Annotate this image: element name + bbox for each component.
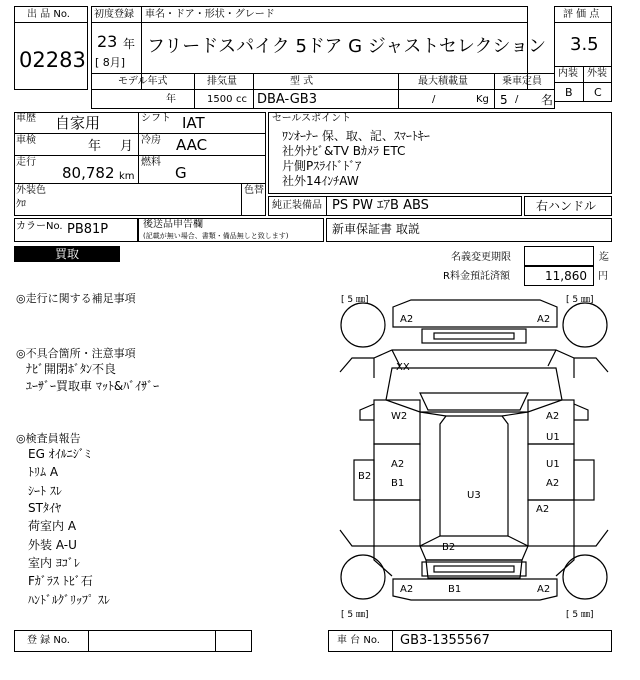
front-bumper [393, 300, 557, 327]
driving-notes-title: ◎走行に関する補足事項 [16, 292, 136, 305]
capacity-value: 5 [500, 93, 508, 107]
front-right-tire-icon [563, 303, 607, 347]
damage-mark: W2 [391, 411, 408, 422]
color-change-label: 色替 [244, 185, 264, 196]
history-value: 自家用 [55, 114, 101, 132]
inspector-line: 荷室内 A [28, 519, 77, 533]
title-label: 車名・ドア・形状・グレード [145, 9, 275, 20]
exterior-color-label: 外装色 [16, 185, 46, 196]
type-label: 型 式 [290, 76, 314, 87]
right-mirror [574, 404, 588, 420]
car-damage-diagram [336, 288, 612, 622]
inspector-line: Fｶﾞﾗｽ ﾄﾋﾞ石 [28, 574, 93, 588]
front-left-tire-icon [341, 303, 385, 347]
history-label: 車歴 [16, 113, 36, 124]
first-reg-year-unit: 年 [123, 37, 136, 51]
displacement-value: 1500 [207, 94, 233, 105]
exterior-grade: C [594, 86, 602, 99]
left-front-door [374, 444, 420, 500]
hood [386, 368, 562, 412]
damage-mark: A2 [546, 411, 560, 422]
tire-depth-rear-left: [ 5 ㎜] [341, 610, 369, 620]
capacity-slash: / [515, 94, 519, 105]
damage-mark: B1 [448, 584, 462, 595]
lot-label: 出 品 No. [27, 9, 70, 20]
tire-depth-front-left: [ 5 ㎜] [341, 295, 369, 305]
damage-mark: A2 [400, 584, 414, 595]
damage-mark: XX [396, 362, 410, 373]
rear-right-tire-icon [563, 555, 607, 599]
max-load-unit: Kg [476, 94, 489, 105]
rear-bumper [393, 579, 557, 600]
lot-number: 02283 [19, 48, 86, 72]
rear-garnish [422, 562, 526, 576]
displacement-unit: cc [236, 94, 247, 105]
front-grille [422, 329, 526, 343]
interior-grade: B [565, 86, 573, 99]
chassis-label: 車 台 No. [337, 635, 380, 646]
steering-value: 右ハンドル [536, 199, 597, 213]
capacity-unit: 名 [541, 93, 554, 107]
inspection-year: 年 [88, 139, 102, 154]
sales-point-line: 片側Pｽﾗｲﾄﾞﾄﾞｱ [282, 159, 362, 173]
first-reg-label: 初度登録 [94, 9, 134, 20]
right-rear-quarter [528, 500, 574, 546]
ac-value: AAC [176, 136, 208, 154]
color-no-value: PB81P [67, 222, 109, 237]
exterior-label: 外装 [587, 68, 607, 79]
defect-line: ﾅﾋﾞ開閉ﾎﾞﾀﾝ不良 [26, 362, 117, 376]
score-label: 評 価 点 [563, 9, 600, 20]
equipment-value: PS PW ｴｱB ABS [332, 198, 429, 213]
details-box [14, 112, 266, 216]
right-front-door [528, 444, 574, 500]
car-name: フリードスパイク 5ドア G ジャストセレクション [147, 36, 547, 57]
damage-mark: A2 [536, 504, 550, 515]
interior-label: 内装 [558, 68, 578, 79]
warranty-value: 新車保証書 取説 [332, 222, 420, 236]
inspector-line: EG ｵｲﾙﾆｼﾞﾐ [28, 447, 91, 461]
rear-left-tire-icon [341, 555, 385, 599]
damage-mark: A2 [400, 314, 414, 325]
damage-mark: B1 [391, 478, 405, 489]
inspector-title: ◎検査員報告 [16, 432, 81, 445]
recycle-value: 11,860 [545, 269, 587, 283]
inspector-line: 室内 ﾖｺﾞﾚ [28, 556, 80, 570]
aftermarket-label: 後送品申告欄 [143, 219, 203, 230]
inspector-line: 外装 A-U [28, 538, 77, 552]
shift-label: シフト [141, 113, 171, 124]
fuel-label: 燃料 [141, 157, 161, 168]
inspector-line: ﾊﾝﾄﾞﾙｸﾞﾘｯﾌﾟ ｽﾚ [28, 593, 110, 607]
ac-label: 冷房 [141, 135, 161, 146]
mileage-value: 80,782 [62, 164, 115, 182]
left-front-fender [374, 400, 420, 444]
mileage-unit: km [119, 171, 135, 182]
model-year-unit: 年 [166, 94, 176, 105]
damage-mark: B2 [358, 471, 372, 482]
buy-badge: 買取 [14, 246, 120, 262]
sales-point-line: 社外ﾅﾋﾞ&TV Bｶﾒﾗ ETC [282, 144, 406, 158]
score-value: 3.5 [570, 34, 599, 55]
capacity-label: 乗車定員 [502, 76, 542, 87]
name-change-field [524, 246, 594, 266]
damage-mark: U1 [546, 432, 560, 443]
recycle-unit: 円 [598, 271, 608, 282]
displacement-label: 排気量 [207, 76, 237, 87]
name-change-label: 名義変更期限 [451, 252, 511, 263]
inspection-month: 月 [120, 139, 134, 154]
right-sill [574, 460, 594, 500]
first-reg-month: [ 8月] [95, 56, 126, 69]
aftermarket-note: (記載が無い場合、書類・備品無しと致します) [143, 232, 289, 240]
windshield [420, 393, 528, 410]
damage-mark: U1 [546, 459, 560, 470]
damage-mark: B2 [442, 542, 456, 553]
tire-depth-front-right: [ 5 ㎜] [566, 295, 594, 305]
exterior-color-value: ｸﾛ [16, 199, 26, 210]
damage-mark: A2 [537, 314, 551, 325]
left-rear-door [374, 500, 420, 546]
rear-glass [420, 546, 528, 560]
fuel-value: G [175, 164, 187, 182]
tire-depth-rear-right: [ 5 ㎜] [566, 610, 594, 620]
color-no-label: カラーNo. [16, 221, 63, 232]
recycle-label: R料金預託済額 [443, 271, 510, 282]
sales-point-line: ﾜﾝｵｰﾅｰ 保、取、記、ｽﾏｰﾄｷｰ [282, 129, 430, 143]
damage-mark: U3 [467, 490, 481, 501]
damage-mark: A2 [537, 584, 551, 595]
inspector-line: ﾄﾘﾑ A [28, 465, 59, 479]
shift-value: IAT [182, 114, 205, 132]
first-reg-year: 23 [97, 32, 118, 51]
sales-points-label: セールスポイント [272, 113, 352, 124]
left-mirror [360, 404, 374, 420]
damage-mark: A2 [391, 459, 405, 470]
reg-no-label: 登 録 No. [27, 635, 70, 646]
max-load-slash: / [432, 94, 436, 105]
inspector-line: ｼｰﾄ ｽﾚ [28, 484, 62, 498]
inspection-label: 車検 [16, 135, 36, 146]
type-value: DBA-GB3 [257, 92, 317, 107]
roof [440, 416, 508, 536]
defects-title: ◎不具合箇所・注意事項 [16, 347, 136, 360]
name-change-suffix: 迄 [599, 252, 609, 263]
inspector-line: STﾀｲﾔ [28, 501, 61, 515]
equipment-label: 純正装備品 [272, 200, 322, 211]
damage-mark: A2 [546, 478, 560, 489]
sales-point-line: 社外14ｲﾝﾁAW [282, 174, 359, 188]
chassis-value: GB3-1355567 [400, 633, 490, 648]
defect-line: ﾕｰｻﾞｰ買取車 ﾏｯﾄ&ﾊﾞｲｻﾞｰ [26, 379, 160, 393]
max-load-label: 最大積載量 [418, 76, 468, 87]
model-year-label: モデル年式 [118, 76, 168, 87]
mileage-label: 走行 [16, 157, 36, 168]
rear-gate [426, 560, 522, 578]
